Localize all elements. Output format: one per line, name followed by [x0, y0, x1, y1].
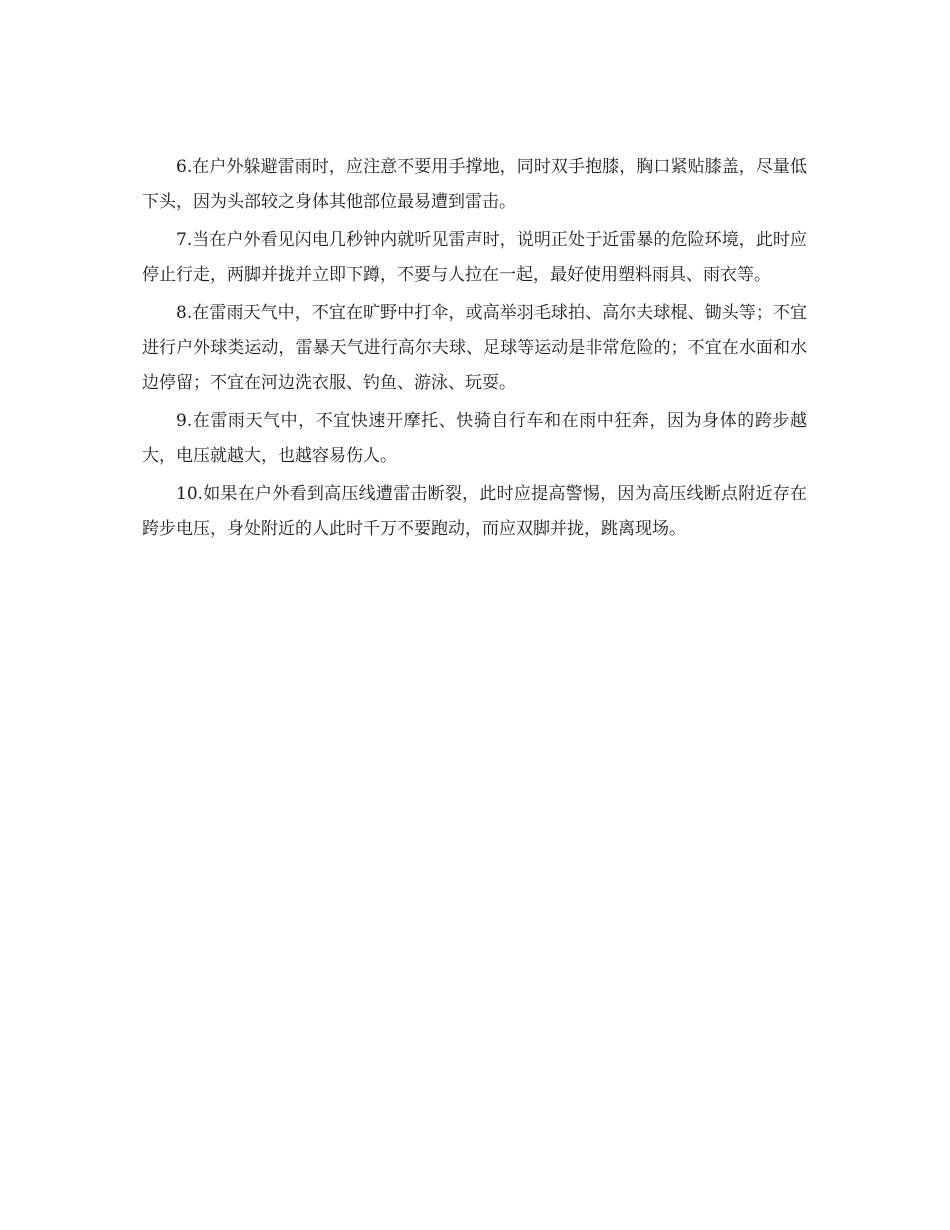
paragraph-item-8: 8.在雷雨天气中，不宜在旷野中打伞，或高举羽毛球拍、高尔夫球棍、锄头等；不宜进行户外球类运动，雷暴天气进行高尔夫球、足球等运动是非常危险的；不宜在水面和水边停留；不宜在河边洗衣服、钓鱼、游泳、玩耍。: [142, 303, 807, 393]
paragraph-item-6: 6.在户外躲避雷雨时，应注意不要用手撑地，同时双手抱膝，胸口紧贴膝盖，尽量低下头，因为头部较之身体其他部位最易遭到雷击。: [142, 157, 807, 212]
paragraph-item-7: 7.当在户外看见闪电几秒钟内就听见雷声时，说明正处于近雷暴的危险环境，此时应停止行走，两脚并拢并立即下蹲，不要与人拉在一起，最好使用塑料雨具、雨衣等。: [142, 230, 807, 285]
paragraph-item-9: 9.在雷雨天气中，不宜快速开摩托、快骑自行车和在雨中狂奔，因为身体的跨步越大，电压就越大，也越容易伤人。: [142, 411, 807, 466]
document-body: [142, 150, 807, 550]
paragraph-item-10: 10.如果在户外看到高压线遭雷击断裂，此时应提高警惕，因为高压线断点附近存在跨步电压，身处附近的人此时千万不要跑动，而应双脚并拢，跳离现场。: [142, 484, 807, 539]
